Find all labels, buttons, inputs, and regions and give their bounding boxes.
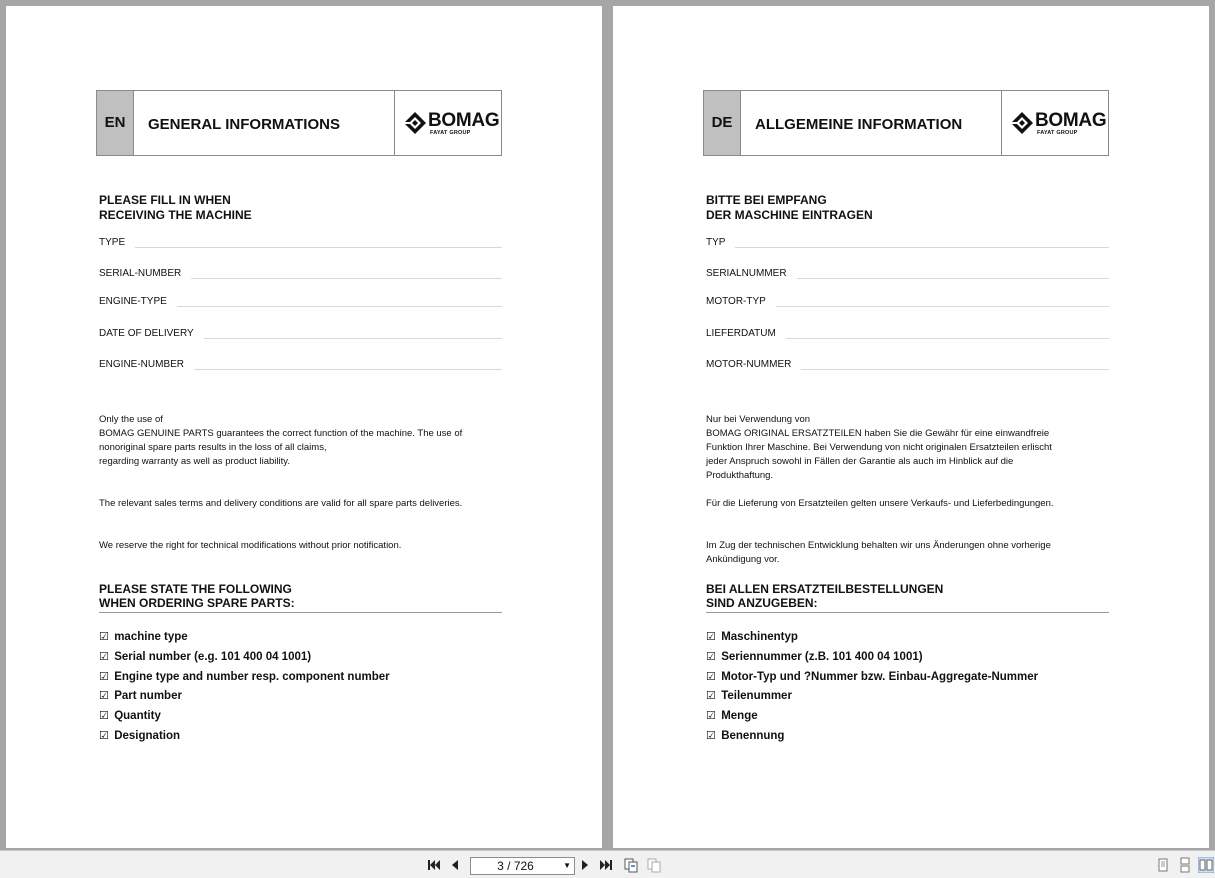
ordering-title — [99, 582, 502, 613]
sales-terms-paragraph — [99, 497, 499, 511]
language-code: DE — [704, 91, 741, 155]
checkbox-checked-icon: ☑ — [706, 729, 716, 742]
next-page-icon[interactable] — [577, 857, 593, 873]
paragraph-line: The relevant sales terms and delivery conditions are valid for all spare parts deliveries. — [99, 498, 463, 509]
field-engine-number[interactable] — [99, 359, 502, 373]
logo-brand-text: BOMAG — [428, 110, 500, 131]
checklist-item-label: Serial number (e.g. 101 400 04 1001) — [114, 650, 312, 663]
paragraph-line: Für die Lieferung von Ersatzteilen gelten unsere Verkaufs- und Lieferbedingungen. — [706, 498, 1054, 509]
field-date-of-delivery[interactable] — [99, 328, 502, 342]
fill-in-title-line: DER MASCHINE EINTRAGEN — [706, 208, 873, 222]
field-label: SERIALNUMMER — [706, 268, 797, 279]
field-label: ENGINE-TYPE — [99, 296, 177, 307]
bomag-logo-icon — [1010, 111, 1034, 135]
field-motor-typ[interactable] — [706, 296, 1109, 310]
field-label: MOTOR-TYP — [706, 296, 776, 307]
checkbox-checked-icon: ☑ — [706, 670, 716, 683]
viewer-toolbar — [0, 850, 1215, 878]
prev-page-icon[interactable] — [447, 857, 463, 873]
single-page-view-icon[interactable] — [1155, 857, 1171, 873]
checklist-item — [706, 729, 1038, 749]
page-number-field[interactable] — [470, 857, 575, 875]
two-page-view-icon[interactable] — [1198, 857, 1214, 873]
checklist-item — [99, 689, 390, 709]
copy-icon[interactable] — [623, 857, 639, 873]
language-code: EN — [97, 91, 134, 155]
ordering-checklist — [706, 630, 1038, 749]
modifications-paragraph — [99, 539, 499, 553]
paragraph-line: We reserve the right for technical modifications without prior notification. — [99, 540, 402, 551]
genuine-parts-paragraph — [706, 413, 1106, 483]
logo-sub-text: FAYAT GROUP — [1037, 130, 1078, 136]
field-type[interactable] — [99, 237, 502, 251]
checklist-item-label: Quantity — [114, 710, 161, 723]
chevron-down-icon[interactable]: ▼ — [563, 861, 571, 870]
field-motor-nummer[interactable] — [706, 359, 1109, 373]
modifications-paragraph — [706, 539, 1106, 567]
logo-brand-text: BOMAG — [1035, 110, 1107, 131]
checklist-item-label: machine type — [114, 631, 188, 643]
checkbox-checked-icon: ☑ — [99, 690, 109, 703]
paragraph-line: Ankündigung vor. — [706, 554, 780, 565]
field-serialnummer[interactable] — [706, 268, 1109, 282]
page-title: GENERAL INFORMATIONS — [148, 116, 340, 133]
checklist-item-label: Seriennummer (z.B. 101 400 04 1001) — [721, 650, 923, 663]
checklist-item — [706, 689, 1038, 709]
first-page-icon[interactable] — [426, 857, 442, 873]
paragraph-line: Funktion Ihrer Maschine. Bei Verwendung von nicht originalen Ersatzteilen erlischt — [706, 442, 1052, 453]
ordering-checklist — [99, 630, 390, 749]
paragraph-line: BOMAG ORIGINAL ERSATZTEILEN haben Sie die Gewähr für eine einwandfreie — [706, 428, 1050, 439]
field-label: TYP — [706, 237, 735, 248]
bomag-logo — [1001, 91, 1108, 155]
checklist-item — [706, 630, 1038, 650]
checkbox-checked-icon: ☑ — [706, 650, 716, 663]
checkbox-checked-icon: ☑ — [706, 631, 716, 643]
genuine-parts-paragraph — [99, 413, 499, 469]
paragraph-line: Only the use of — [99, 414, 163, 425]
sales-terms-paragraph — [706, 497, 1106, 511]
fill-in-title — [99, 193, 252, 223]
checkbox-checked-icon: ☑ — [99, 729, 109, 742]
logo-sub-text: FAYAT GROUP — [430, 130, 471, 136]
field-label: DATE OF DELIVERY — [99, 328, 204, 339]
paragraph-line: jeder Anspruch sowohl in Fällen der Garantie als auch im Hinblick auf die — [706, 456, 1014, 467]
checklist-item-label: Menge — [721, 710, 758, 723]
checklist-item — [99, 709, 390, 729]
checklist-item-label: Engine type and number resp. component number — [114, 670, 390, 683]
checkbox-checked-icon: ☑ — [99, 650, 109, 663]
field-underline — [99, 247, 502, 248]
checkbox-checked-icon: ☑ — [99, 631, 109, 643]
page-title: ALLGEMEINE INFORMATION — [755, 116, 963, 133]
checklist-item-label: Teilenummer — [721, 690, 792, 703]
paragraph-line: nonoriginal spare parts results in the loss of all claims, — [99, 442, 327, 453]
checklist-item — [99, 670, 390, 690]
ordering-title-line: BEI ALLEN ERSATZTEILBESTELLUNGEN — [706, 582, 944, 596]
checklist-item-label: Maschinentyp — [721, 631, 798, 643]
checklist-item — [706, 709, 1038, 729]
checkbox-checked-icon: ☑ — [99, 670, 109, 683]
ordering-title-line: PLEASE STATE THE FOLLOWING — [99, 582, 292, 596]
page-header — [96, 90, 502, 156]
field-label: SERIAL-NUMBER — [99, 268, 191, 279]
checklist-item-label: Part number — [114, 690, 182, 703]
checkbox-checked-icon: ☑ — [99, 710, 109, 723]
checklist-item-label: Designation — [114, 729, 181, 742]
ordering-title-line: SIND ANZUGEBEN: — [706, 596, 818, 610]
last-page-icon[interactable] — [598, 857, 614, 873]
field-serial-number[interactable] — [99, 268, 502, 282]
checkbox-checked-icon: ☑ — [706, 710, 716, 723]
bomag-logo-icon — [403, 111, 427, 135]
checkbox-checked-icon: ☑ — [706, 690, 716, 703]
continuous-view-icon[interactable] — [1177, 857, 1193, 873]
field-label: ENGINE-NUMBER — [99, 359, 194, 370]
paragraph-line: regarding warranty as well as product liability. — [99, 456, 290, 467]
field-label: TYPE — [99, 237, 135, 248]
paragraph-line: Produkthaftung. — [706, 470, 774, 481]
ordering-title-line: WHEN ORDERING SPARE PARTS: — [99, 596, 295, 610]
field-lieferdatum[interactable] — [706, 328, 1109, 342]
checklist-item — [99, 729, 390, 749]
page-header — [703, 90, 1109, 156]
document-page-right — [613, 6, 1209, 848]
bomag-logo — [394, 91, 501, 155]
ordering-title — [706, 582, 1109, 613]
checklist-item-label: Motor-Typ und ?Nummer bzw. Einbau-Aggregate-Nummer — [721, 670, 1039, 683]
checklist-item — [706, 650, 1038, 670]
fill-in-title-line: BITTE BEI EMPFANG — [706, 193, 827, 207]
paragraph-line: BOMAG GENUINE PARTS guarantees the correct function of the machine. The use of — [99, 428, 463, 439]
document-page-left — [6, 6, 602, 848]
fill-in-title-line: RECEIVING THE MACHINE — [99, 208, 252, 222]
field-typ[interactable] — [706, 237, 1109, 251]
checklist-item — [706, 670, 1038, 690]
checklist-item — [99, 650, 390, 670]
page-indicator: 3 / 726 — [497, 859, 534, 873]
paste-icon[interactable] — [646, 857, 662, 873]
paragraph-line: Nur bei Verwendung von — [706, 414, 811, 425]
fill-in-title-line: PLEASE FILL IN WHEN — [99, 193, 231, 207]
checklist-item-label: Benennung — [721, 729, 785, 742]
fill-in-title — [706, 193, 873, 223]
checklist-item — [99, 630, 390, 650]
field-engine-type[interactable] — [99, 296, 502, 310]
field-label: MOTOR-NUMMER — [706, 359, 801, 370]
paragraph-line: Im Zug der technischen Entwicklung behalten wir uns Änderungen ohne vorherige — [706, 540, 1051, 551]
field-underline — [706, 247, 1109, 248]
field-label: LIEFERDATUM — [706, 328, 786, 339]
